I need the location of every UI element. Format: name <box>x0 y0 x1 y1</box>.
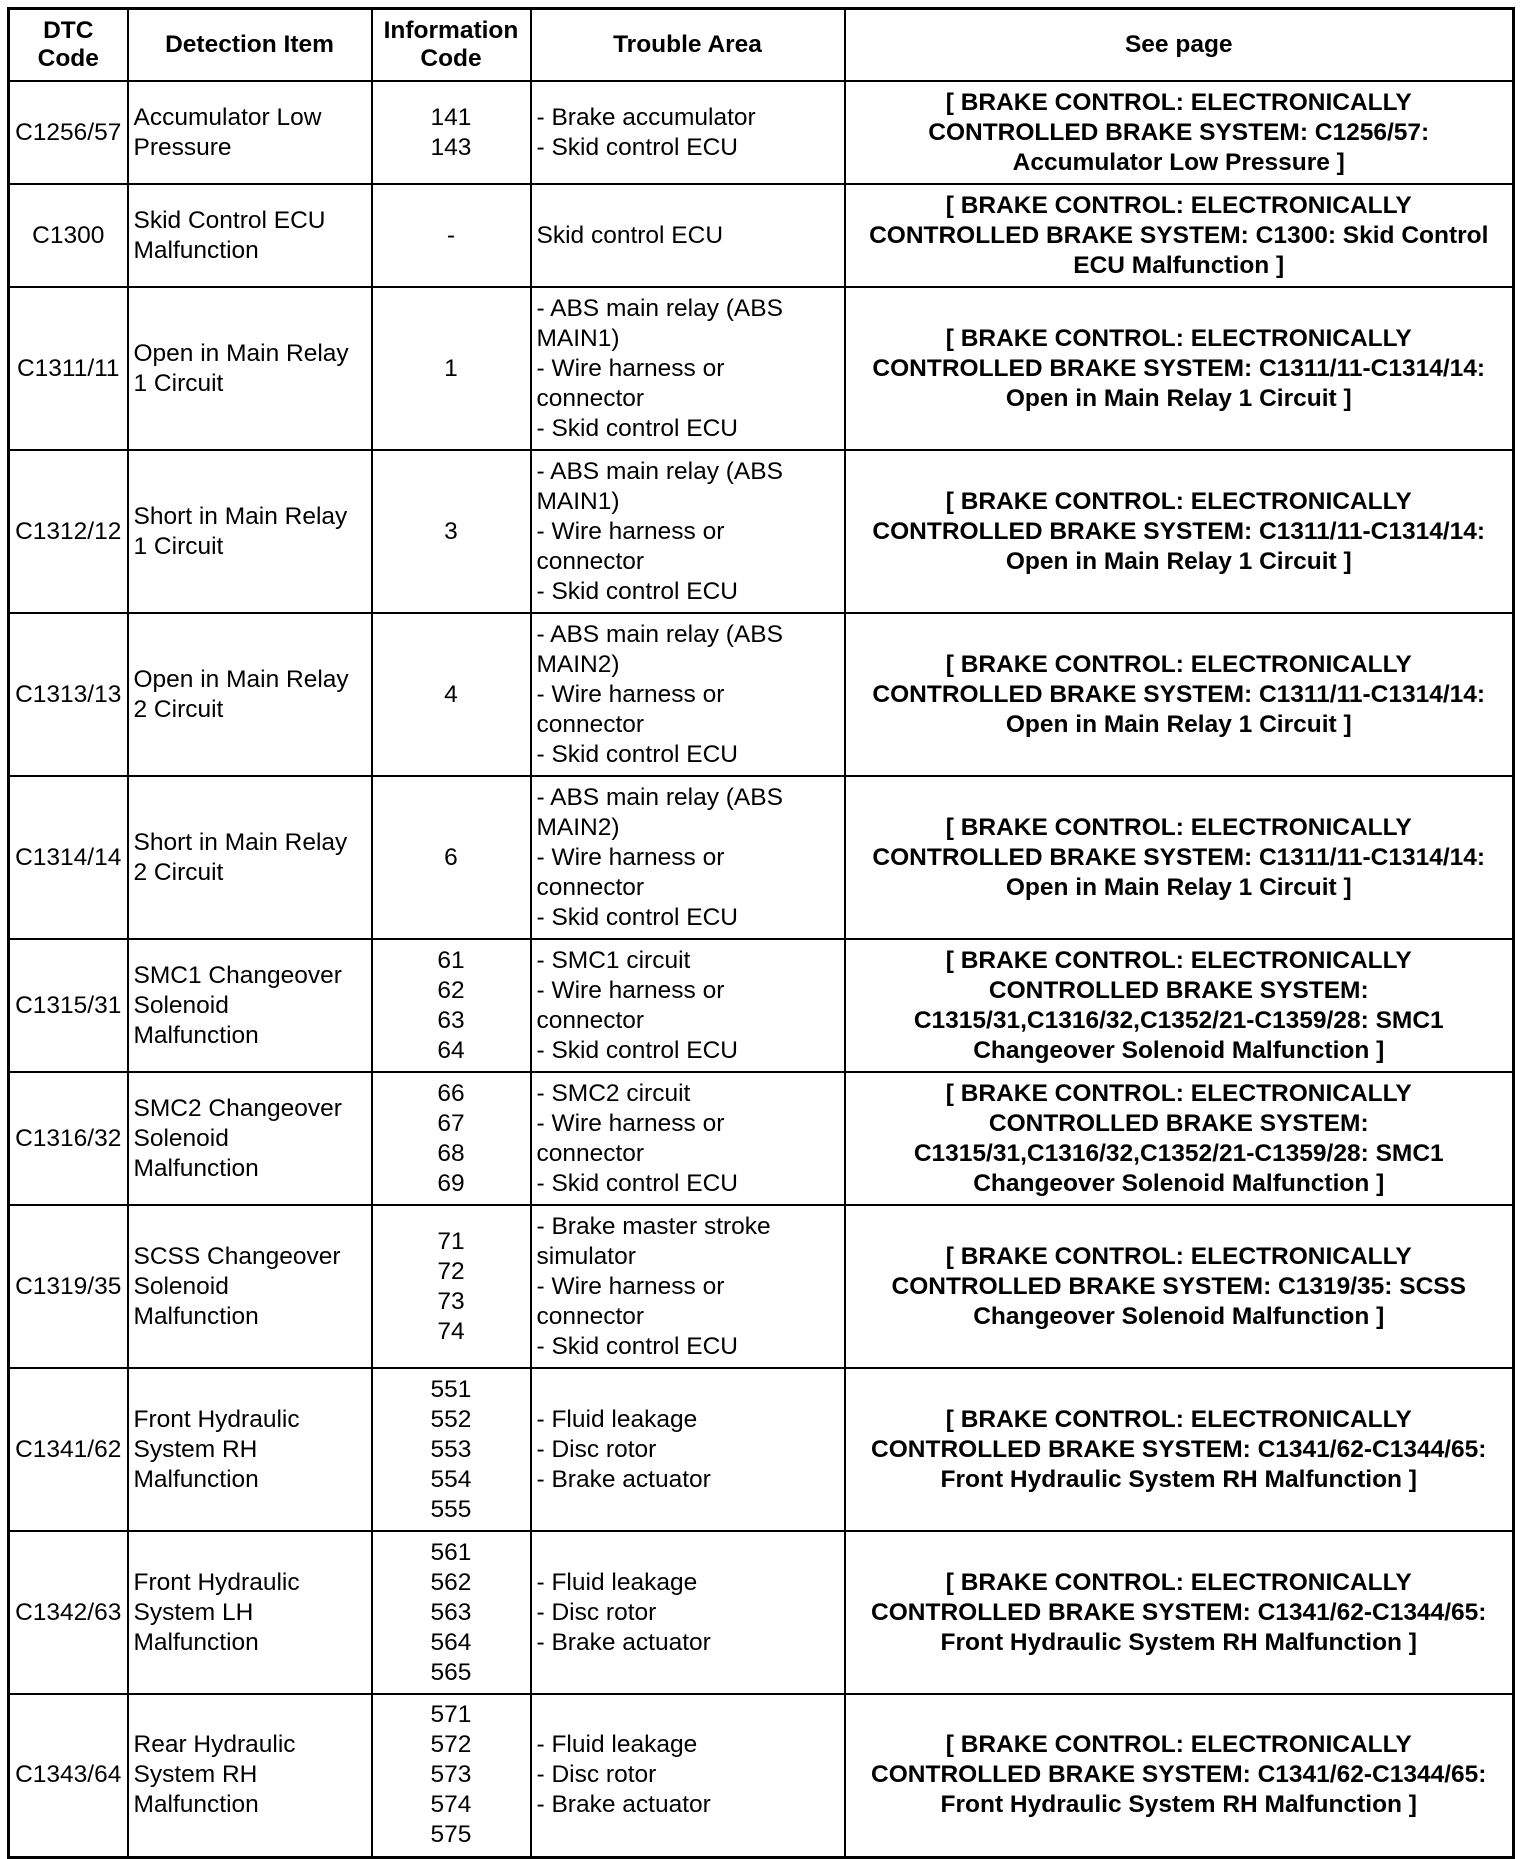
see-page-cell[interactable] <box>845 939 1514 1072</box>
dtc-code-cell <box>9 450 128 613</box>
trouble-area-text: - Brake master stroke simulator - Wire harness or connector - Skid control ECU <box>536 1212 771 1360</box>
detection-item-cell <box>128 613 372 776</box>
information-code-cell <box>372 1205 531 1368</box>
detection-item-text: SCSS Changeover Solenoid Malfunction <box>133 1242 341 1330</box>
detection-item-cell <box>128 1205 372 1368</box>
see-page-cell[interactable] <box>845 1205 1514 1368</box>
see-page-text[interactable]: [ BRAKE CONTROL: ELECTRONICALLY CONTROLLED BRAKE SYSTEM: C1311/11-C1314/14: Open in Main Relay 1 Circuit ] <box>872 813 1486 901</box>
see-page-text[interactable]: [ BRAKE CONTROL: ELECTRONICALLY CONTROLLED BRAKE SYSTEM: C1315/31,C1316/32,C1352/21-C1359/28: SMC1 Changeover Solenoid Malfunction ] <box>913 946 1444 1064</box>
information-code-text: - <box>446 221 456 249</box>
dtc-code-cell <box>9 1368 128 1531</box>
trouble-area-cell <box>531 613 845 776</box>
detection-item-cell <box>128 1531 372 1694</box>
header-information-code: Information Code <box>372 9 531 82</box>
information-code-cell <box>372 81 531 184</box>
detection-item-text: Front Hydraulic System LH Malfunction <box>133 1568 300 1656</box>
dtc-code-cell <box>9 776 128 939</box>
dtc-code-text: C1312/12 <box>15 517 122 545</box>
information-code-text: 61 62 63 64 <box>437 946 465 1064</box>
see-page-text[interactable]: [ BRAKE CONTROL: ELECTRONICALLY CONTROLLED BRAKE SYSTEM: C1319/35: SCSS Changeover Solenoid Malfunction ] <box>891 1242 1466 1330</box>
dtc-code-cell <box>9 81 128 184</box>
trouble-area-text: - Fluid leakage - Disc rotor - Brake actuator <box>536 1405 711 1493</box>
detection-item-cell <box>128 1694 372 1857</box>
trouble-area-text: - Fluid leakage - Disc rotor - Brake actuator <box>536 1568 711 1656</box>
see-page-text[interactable]: [ BRAKE CONTROL: ELECTRONICALLY CONTROLLED BRAKE SYSTEM: C1311/11-C1314/14: Open in Main Relay 1 Circuit ] <box>872 324 1486 412</box>
table-row <box>9 939 1514 1072</box>
dtc-code-cell <box>9 1072 128 1205</box>
see-page-text[interactable]: [ BRAKE CONTROL: ELECTRONICALLY CONTROLLED BRAKE SYSTEM: C1341/62-C1344/65: Front Hydraulic System RH Malfunction ] <box>871 1731 1487 1819</box>
see-page-cell[interactable] <box>845 613 1514 776</box>
dtc-code-text: C1319/35 <box>15 1272 122 1300</box>
trouble-area-text: - Fluid leakage - Disc rotor - Brake actuator <box>536 1731 711 1819</box>
detection-item-text: Short in Main Relay 2 Circuit <box>133 828 348 886</box>
information-code-cell <box>372 1072 531 1205</box>
trouble-area-cell <box>531 287 845 450</box>
trouble-area-text: - SMC2 circuit - Wire harness or connector - Skid control ECU <box>536 1079 739 1197</box>
see-page-text[interactable]: [ BRAKE CONTROL: ELECTRONICALLY CONTROLLED BRAKE SYSTEM: C1315/31,C1316/32,C1352/21-C1359/28: SMC1 Changeover Solenoid Malfunction ] <box>913 1079 1444 1197</box>
trouble-area-cell <box>531 1072 845 1205</box>
detection-item-cell <box>128 184 372 287</box>
detection-item-text: Skid Control ECU Malfunction <box>133 206 326 264</box>
dtc-table <box>7 7 1515 1859</box>
dtc-code-cell <box>9 1531 128 1694</box>
table-body <box>9 81 1514 1857</box>
information-code-text: 66 67 68 69 <box>437 1079 465 1197</box>
detection-item-text: Open in Main Relay 1 Circuit <box>133 339 349 397</box>
table-row <box>9 1531 1514 1694</box>
see-page-text[interactable]: [ BRAKE CONTROL: ELECTRONICALLY CONTROLLED BRAKE SYSTEM: C1300: Skid Control ECU Malfunction ] <box>869 191 1489 279</box>
information-code-text: 3 <box>444 517 458 545</box>
see-page-cell[interactable] <box>845 1072 1514 1205</box>
dtc-code-text: C1342/63 <box>15 1598 122 1626</box>
information-code-text: 4 <box>444 680 458 708</box>
see-page-cell[interactable] <box>845 287 1514 450</box>
see-page-text[interactable]: [ BRAKE CONTROL: ELECTRONICALLY CONTROLLED BRAKE SYSTEM: C1256/57: Accumulator Low Pressure ] <box>928 88 1430 176</box>
detection-item-cell <box>128 450 372 613</box>
header-trouble-area: Trouble Area <box>531 9 845 82</box>
information-code-cell <box>372 1368 531 1531</box>
information-code-text: 141 143 <box>430 103 472 161</box>
see-page-cell[interactable] <box>845 450 1514 613</box>
trouble-area-text: Skid control ECU <box>536 221 724 249</box>
trouble-area-cell <box>531 939 845 1072</box>
trouble-area-cell <box>531 1531 845 1694</box>
header-dtc-code: DTC Code <box>9 9 128 82</box>
see-page-text[interactable]: [ BRAKE CONTROL: ELECTRONICALLY CONTROLLED BRAKE SYSTEM: C1311/11-C1314/14: Open in Main Relay 1 Circuit ] <box>872 487 1486 575</box>
detection-item-cell <box>128 939 372 1072</box>
dtc-code-text: C1314/14 <box>15 843 122 871</box>
see-page-cell[interactable] <box>845 184 1514 287</box>
trouble-area-cell <box>531 81 845 184</box>
information-code-text: 1 <box>444 354 458 382</box>
dtc-code-text: C1315/31 <box>15 991 122 1019</box>
dtc-code-text: C1256/57 <box>15 118 122 146</box>
detection-item-text: Front Hydraulic System RH Malfunction <box>133 1405 300 1493</box>
see-page-text[interactable]: [ BRAKE CONTROL: ELECTRONICALLY CONTROLLED BRAKE SYSTEM: C1311/11-C1314/14: Open in Main Relay 1 Circuit ] <box>872 650 1486 738</box>
trouble-area-text: - ABS main relay (ABS MAIN2) - Wire harness or connector - Skid control ECU <box>536 783 783 931</box>
table-row <box>9 1694 1514 1857</box>
table-row <box>9 287 1514 450</box>
trouble-area-text: - SMC1 circuit - Wire harness or connector - Skid control ECU <box>536 946 739 1064</box>
trouble-area-cell <box>531 1694 845 1857</box>
table-row <box>9 81 1514 184</box>
trouble-area-text: - ABS main relay (ABS MAIN2) - Wire harness or connector - Skid control ECU <box>536 620 783 768</box>
trouble-area-text: - ABS main relay (ABS MAIN1) - Wire harness or connector - Skid control ECU <box>536 294 783 442</box>
detection-item-text: Accumulator Low Pressure <box>133 103 322 161</box>
header-see-page: See page <box>845 9 1514 82</box>
dtc-code-text: C1311/11 <box>16 354 120 382</box>
detection-item-cell <box>128 287 372 450</box>
dtc-code-text: C1343/64 <box>15 1761 122 1789</box>
dtc-code-text: C1300 <box>32 221 105 249</box>
information-code-text: 6 <box>444 843 458 871</box>
dtc-code-cell <box>9 613 128 776</box>
detection-item-text: SMC1 Changeover Solenoid Malfunction <box>133 961 342 1049</box>
table-row <box>9 776 1514 939</box>
see-page-cell[interactable] <box>845 776 1514 939</box>
information-code-cell <box>372 939 531 1072</box>
information-code-text: 561 562 563 564 565 <box>430 1538 472 1686</box>
detection-item-text: Open in Main Relay 2 Circuit <box>133 665 349 723</box>
trouble-area-cell <box>531 1205 845 1368</box>
dtc-code-cell <box>9 184 128 287</box>
information-code-cell <box>372 613 531 776</box>
information-code-cell <box>372 287 531 450</box>
detection-item-cell <box>128 1072 372 1205</box>
information-code-cell <box>372 450 531 613</box>
trouble-area-cell <box>531 1368 845 1531</box>
detection-item-text: Rear Hydraulic System RH Malfunction <box>133 1731 296 1819</box>
table-row <box>9 1072 1514 1205</box>
information-code-cell <box>372 1531 531 1694</box>
information-code-cell <box>372 1694 531 1857</box>
table-row <box>9 613 1514 776</box>
detection-item-cell <box>128 1368 372 1531</box>
dtc-code-text: C1341/62 <box>15 1435 122 1463</box>
table-row <box>9 1368 1514 1531</box>
dtc-code-text: C1316/32 <box>15 1124 122 1152</box>
information-code-text: 71 72 73 74 <box>437 1227 465 1345</box>
header-row <box>9 9 1514 82</box>
detection-item-cell <box>128 81 372 184</box>
detection-item-cell <box>128 776 372 939</box>
table-row <box>9 184 1514 287</box>
dtc-code-text: C1313/13 <box>15 680 122 708</box>
see-page-cell[interactable] <box>845 1531 1514 1694</box>
information-code-cell <box>372 776 531 939</box>
dtc-code-cell <box>9 939 128 1072</box>
see-page-text[interactable]: [ BRAKE CONTROL: ELECTRONICALLY CONTROLLED BRAKE SYSTEM: C1341/62-C1344/65: Front Hydraulic System RH Malfunction ] <box>871 1568 1487 1656</box>
trouble-area-cell <box>531 184 845 287</box>
trouble-area-cell <box>531 450 845 613</box>
see-page-cell[interactable] <box>845 81 1514 184</box>
trouble-area-cell <box>531 776 845 939</box>
dtc-code-cell <box>9 287 128 450</box>
see-page-cell[interactable] <box>845 1694 1514 1857</box>
dtc-code-cell <box>9 1694 128 1857</box>
see-page-cell[interactable] <box>845 1368 1514 1531</box>
detection-item-text: Short in Main Relay 1 Circuit <box>133 502 348 560</box>
dtc-code-cell <box>9 1205 128 1368</box>
table-row <box>9 450 1514 613</box>
see-page-text[interactable]: [ BRAKE CONTROL: ELECTRONICALLY CONTROLLED BRAKE SYSTEM: C1341/62-C1344/65: Front Hydraulic System RH Malfunction ] <box>871 1405 1487 1493</box>
information-code-cell <box>372 184 531 287</box>
detection-item-text: SMC2 Changeover Solenoid Malfunction <box>133 1094 342 1182</box>
information-code-text: 551 552 553 554 555 <box>430 1375 472 1523</box>
header-detection-item: Detection Item <box>128 9 372 82</box>
table-row <box>9 1205 1514 1368</box>
trouble-area-text: - Brake accumulator - Skid control ECU <box>536 103 756 161</box>
information-code-text: 571 572 573 574 575 <box>430 1701 472 1849</box>
trouble-area-text: - ABS main relay (ABS MAIN1) - Wire harness or connector - Skid control ECU <box>536 457 783 605</box>
